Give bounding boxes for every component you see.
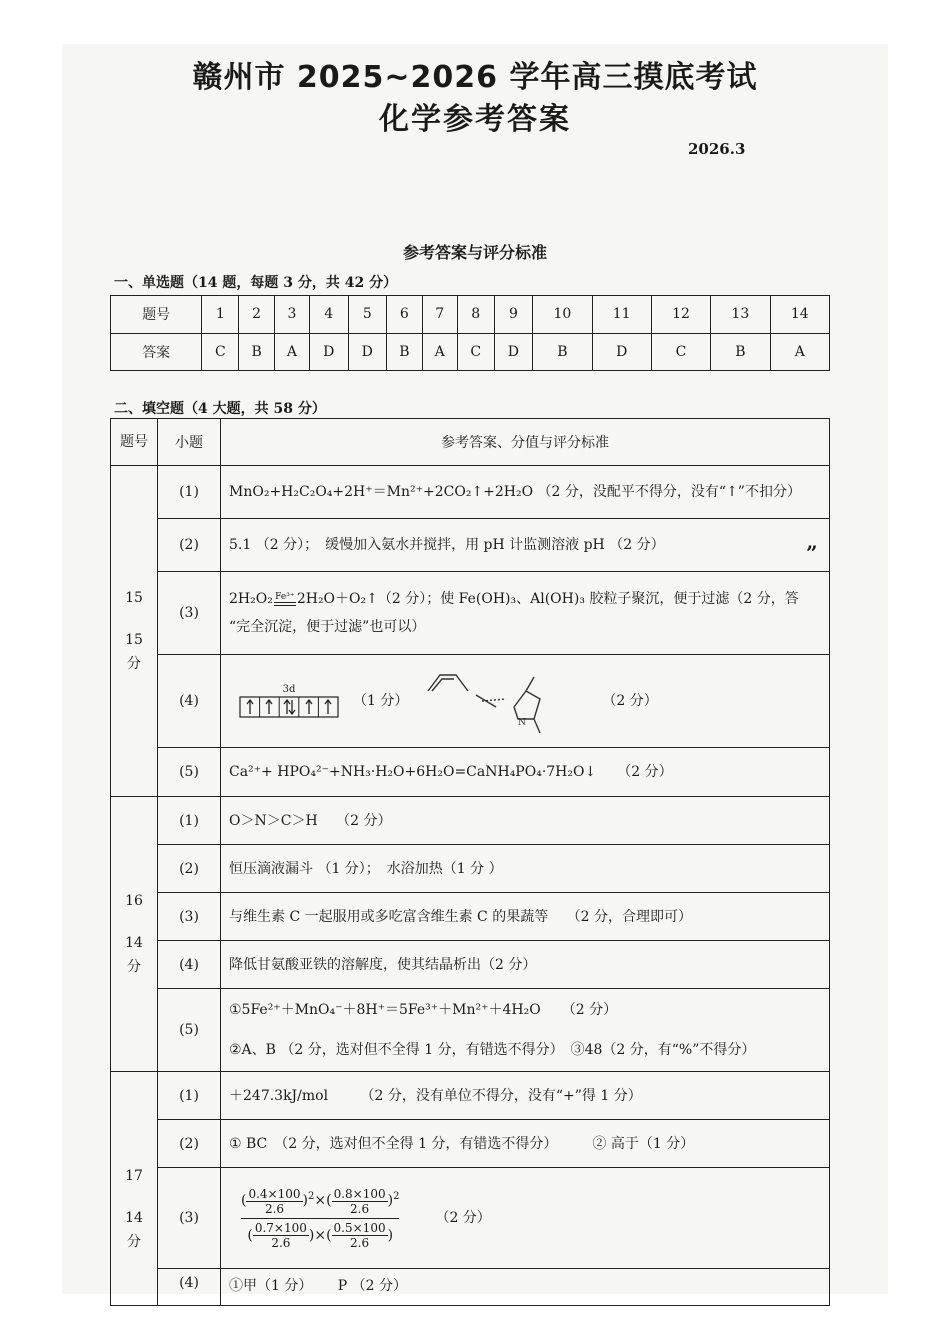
- question-number: 8: [457, 296, 494, 334]
- answer-text: ②A、B （2 分，选对但不全得 1 分，有错选不得分） ③48（2 分，有“%”不得分）: [229, 1042, 756, 1058]
- answer-cell: D: [309, 333, 348, 371]
- subquestion-label: (1): [158, 1072, 221, 1120]
- table-row: [111, 466, 830, 519]
- fraction-numerator: 0.5×100: [333, 1220, 386, 1235]
- score-note: （1 分）: [353, 693, 409, 709]
- fill-in-heading: 二、填空题（4 大题，共 58 分）: [114, 401, 326, 417]
- answer-text: Ca²⁺+ HPO₄²⁻+NH₃·H₂O+6H₂O=CaNH₄PO₄·7H₂O↓ （2 分）: [221, 748, 830, 797]
- question-number: 5: [348, 296, 387, 334]
- answer-text: 5.1 （2 分）； 缓慢加入氨水并搅拌，用 pH 计监测溶液 pH （2 分）: [221, 519, 830, 572]
- table-row: [111, 748, 830, 797]
- question-number: 6: [387, 296, 423, 334]
- table-row: [111, 1269, 830, 1306]
- question-number: 1: [202, 296, 239, 334]
- table-row: [111, 893, 830, 941]
- subquestion-label: (2): [158, 845, 221, 893]
- answer-text: ①甲（1 分） P （2 分）: [221, 1269, 830, 1306]
- molecule-structure-sketch: [422, 661, 562, 741]
- fraction-denominator: 2.6: [350, 1235, 370, 1250]
- answer-cell: B: [239, 333, 275, 371]
- score-note: （2 分）: [602, 693, 658, 709]
- equation-left: 2H₂O₂: [229, 591, 273, 607]
- question-number: 15: [125, 590, 143, 606]
- side-quote-mark: ”: [806, 541, 818, 565]
- row-label: 答案: [111, 333, 202, 371]
- question-score: 15: [125, 632, 143, 648]
- answer-row: [111, 333, 830, 371]
- answer-cell: D: [348, 333, 387, 371]
- exam-title: 赣州市 2025~2026 学年高三摸底考试: [192, 60, 758, 95]
- table-row: [111, 989, 830, 1072]
- question-number: 12: [651, 296, 710, 334]
- fraction-numerator: 0.8×100: [333, 1186, 386, 1201]
- question-number: 17: [125, 1167, 143, 1184]
- subquestion-label: (5): [158, 748, 221, 797]
- header-answer: 参考答案、分值与评分标准: [221, 419, 830, 466]
- answer-cell: B: [387, 333, 423, 371]
- score-unit: 分: [127, 1233, 141, 1250]
- question-number: 11: [592, 296, 651, 334]
- answer-cell: D: [494, 333, 533, 371]
- answer-text: “完全沉淀，便于过滤”也可以）: [229, 619, 426, 635]
- subquestion-label: (5): [158, 989, 221, 1072]
- question-number: 3: [274, 296, 309, 334]
- answer-text: ＋247.3kJ/mol （2 分，没有单位不得分，没有“+”得 1 分）: [221, 1072, 830, 1120]
- answer-cell: C: [651, 333, 710, 371]
- answer-cell: A: [770, 333, 830, 371]
- table-row: [111, 1072, 830, 1120]
- answer-cell: [221, 655, 830, 748]
- question-16-cell: [111, 797, 158, 1072]
- answer-text: O＞N＞C＞H （2 分）: [221, 797, 830, 845]
- catalyst-label: Fe³⁺: [275, 591, 295, 602]
- subquestion-label: (1): [158, 466, 221, 519]
- answer-text: 恒压滴液漏斗 （1 分）； 水浴加热（1 分 ）: [221, 845, 830, 893]
- answer-text: 降低甘氨酸亚铁的溶解度，使其结晶析出（2 分）: [221, 941, 830, 989]
- question-score: 14: [125, 1209, 143, 1226]
- subquestion-label: (2): [158, 1120, 221, 1168]
- question-number: 14: [770, 296, 830, 334]
- subquestion-label: (4): [158, 1269, 221, 1306]
- answer-text: ①5Fe²⁺＋MnO₄⁻＋8H⁺＝5Fe³⁺＋Mn²⁺＋4H₂O （2 分）: [229, 1002, 618, 1018]
- answer-cell: A: [422, 333, 457, 371]
- fraction-denominator: 2.6: [350, 1201, 370, 1216]
- subquestion-label: (4): [158, 941, 221, 989]
- answer-cell: B: [711, 333, 770, 371]
- table-row: [111, 845, 830, 893]
- section-subtitle: 参考答案与评分标准: [402, 243, 547, 262]
- orbital-diagram: [239, 696, 339, 718]
- orbital-label: 3d: [282, 684, 296, 695]
- table-row: [111, 572, 830, 655]
- table-row: [111, 941, 830, 989]
- answer-cell: C: [202, 333, 239, 371]
- answer-text: ① BC （2 分，选对但不全得 1 分，有错选不得分） ② 高于（1 分）: [221, 1120, 830, 1168]
- question-number: 4: [309, 296, 348, 334]
- subquestion-label: (1): [158, 797, 221, 845]
- question-score: 14: [125, 935, 143, 951]
- question-number: 13: [711, 296, 770, 334]
- answer-key-title: 化学参考答案: [379, 102, 571, 137]
- subquestion-label: (3): [158, 1168, 221, 1269]
- question-number: 9: [494, 296, 533, 334]
- question-number: 2: [239, 296, 275, 334]
- question-number-row: [111, 296, 830, 334]
- row-label: 题号: [111, 296, 202, 334]
- answer-cell: A: [274, 333, 309, 371]
- table-row: [111, 797, 830, 845]
- score-unit: 分: [127, 959, 141, 975]
- answer-text: 与维生素 C 一起服用或多吃富含维生素 C 的果蔬等 （2 分，合理即可）: [221, 893, 830, 941]
- question-number: 10: [533, 296, 592, 334]
- single-choice-answer-table: [110, 295, 830, 371]
- score-unit: 分: [127, 656, 141, 672]
- fraction-numerator: 0.4×100: [248, 1186, 301, 1201]
- score-note: （2 分）: [435, 1210, 491, 1226]
- answer-cell: [221, 989, 830, 1072]
- single-choice-heading: 一、单选题（14 题，每题 3 分，共 42 分）: [114, 275, 398, 291]
- subquestion-label: (3): [158, 893, 221, 941]
- table-row: [111, 1168, 830, 1269]
- table-row: [111, 519, 830, 572]
- question-number: 7: [422, 296, 457, 334]
- fraction-denominator: 2.6: [264, 1201, 285, 1216]
- exam-date: 2026.3: [688, 140, 746, 158]
- table-row: [111, 1120, 830, 1168]
- fill-in-answer-table: [110, 418, 830, 1306]
- table-header-row: [111, 419, 830, 466]
- answer-cell: [221, 572, 830, 655]
- table-row: [111, 655, 830, 748]
- header-subquestion: 小题: [158, 419, 221, 466]
- equation-right: 2H₂O＋O₂↑（2 分）；使 Fe(OH)₃、Al(OH)₃ 胶粒子聚沉，便于过滤（2 分，答: [296, 591, 799, 607]
- question-17-cell: [111, 1072, 158, 1306]
- svg-text:N: N: [518, 718, 527, 728]
- header-question: 题号: [111, 419, 158, 466]
- exponent: 2: [307, 1191, 315, 1203]
- answer-text: MnO₂+H₂C₂O₄+2H⁺＝Mn²⁺+2CO₂↑+2H₂O （2 分，没配平不得分，没有“↑”不扣分）: [221, 466, 830, 519]
- fraction-denominator: 2.6: [271, 1235, 291, 1250]
- question-number: 16: [125, 893, 143, 909]
- subquestion-label: (4): [158, 655, 221, 748]
- answer-cell: C: [457, 333, 494, 371]
- question-15-cell: [111, 466, 158, 797]
- subquestion-label: (2): [158, 519, 221, 572]
- subquestion-label: (3): [158, 572, 221, 655]
- equilibrium-constant-expression: ( $\frac{0.4\times 100}{2.6}$ )$^2$×( $\frac{0.8\times 100}{2.6}$ )$^2$ ( $\frac{0.7\times 100}{2.6}$ )×( $\frac{0.5\times 100}{2.6}$ ): [241, 1186, 400, 1250]
- answer-cell: B: [533, 333, 592, 371]
- answer-cell: [221, 1168, 830, 1269]
- answer-cell: D: [592, 333, 651, 371]
- exponent: 2: [393, 1191, 400, 1203]
- fraction-numerator: 0.7×100: [254, 1220, 307, 1235]
